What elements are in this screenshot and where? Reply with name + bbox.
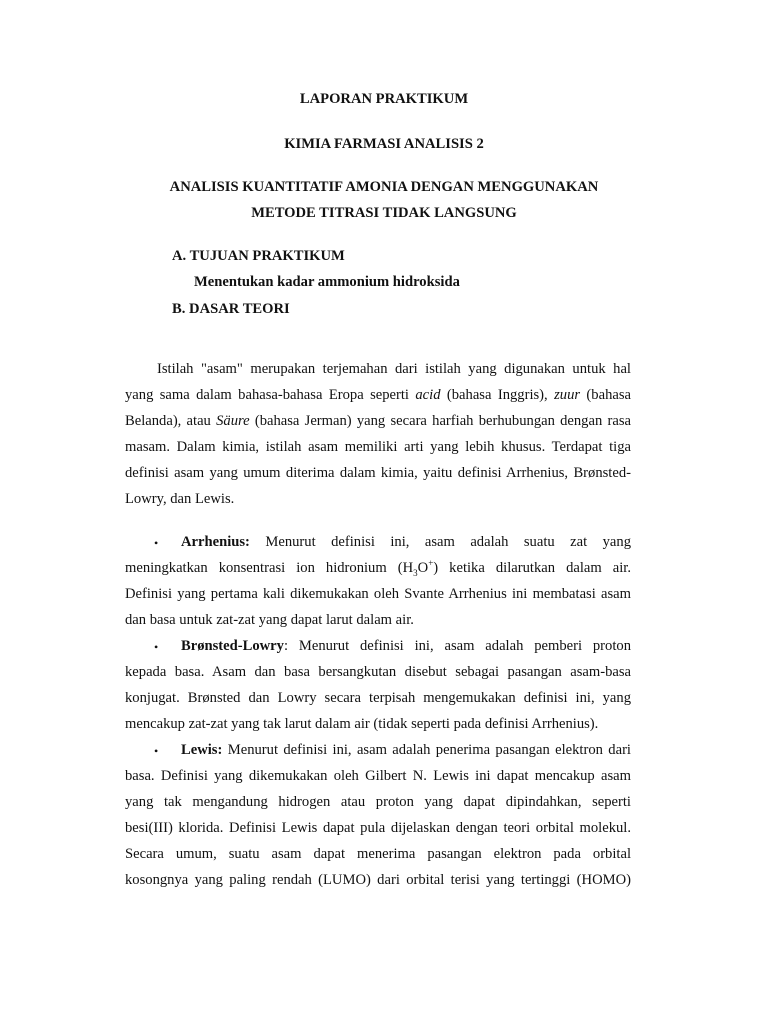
- arrhenius-line-3: Definisi yang pertama kali dikemukakan oleh Svante Arrhenius ini membatasi asam: [125, 586, 631, 602]
- intro-line-4: masam. Dalam kimia, istilah asam memiliki arti yang lebih khusus. Terdapat tiga: [125, 439, 631, 455]
- bullet-lewis: •: [154, 744, 159, 758]
- intro-line-2: yang sama dalam bahasa-bahasa Eropa seperti acid (bahasa Inggris), zuur (bahasa: [125, 387, 631, 403]
- bronsted-line-2: kepada basa. Asam dan basa bersangkutan disebut sebagai pasangan asam-basa: [125, 664, 631, 680]
- intro-line-6: Lowry, dan Lewis.: [125, 491, 235, 507]
- section-a-heading: A. TUJUAN PRAKTIKUM: [172, 248, 345, 264]
- section-a-body: Menentukan kadar ammonium hidroksida: [194, 274, 460, 290]
- lewis-line-1: Lewis: Menurut definisi ini, asam adalah penerima pasangan elektron dari: [181, 742, 631, 758]
- lewis-term: Lewis:: [181, 742, 223, 758]
- intro-line-1: Istilah "asam" merupakan terjemahan dari istilah yang digunakan untuk hal: [157, 361, 631, 377]
- bronsted-line-4: mencakup zat-zat yang tak larut dalam air (tidak seperti pada definisi Arrhenius).: [125, 716, 599, 732]
- italic-zuur: zuur: [554, 387, 581, 403]
- lewis-line-4: besi(III) klorida. Definisi Lewis dapat pula dijelaskan dengan teori orbital molekul.: [125, 820, 631, 836]
- lewis-line-5: Secara umum, suatu asam dapat menerima pasangan elektron pada orbital: [125, 846, 631, 862]
- section-b-heading: B. DASAR TEORI: [172, 301, 290, 317]
- subject-title-line1: ANALISIS KUANTITATIF AMONIA DENGAN MENGGUNAKAN: [169, 179, 599, 195]
- arrhenius-line-1: Arrhenius: Menurut definisi ini, asam adalah suatu zat yang: [181, 534, 631, 550]
- arrhenius-term: Arrhenius:: [181, 534, 250, 550]
- bronsted-term: Brønsted-Lowry: [181, 638, 284, 654]
- italic-saure: Säure: [216, 413, 250, 429]
- lewis-line-6: kosongnya yang paling rendah (LUMO) dari orbital terisi yang tertinggi (HOMO): [125, 872, 631, 888]
- arrhenius-line-2: meningkatkan konsentrasi ion hidronium $(H_3O^+)$ ketika dilarutkan dalam air.: [125, 558, 632, 578]
- subject-title-line2: METODE TITRASI TIDAK LANGSUNG: [251, 205, 517, 221]
- bronsted-line-3: konjugat. Brønsted dan Lowry secara terpisah mengemukakan definisi ini, yang: [125, 690, 631, 706]
- course-title: KIMIA FARMASI ANALISIS 2: [284, 136, 484, 152]
- lewis-line-3: yang tak mengandung hidrogen atau proton yang dapat dipindahkan, seperti: [125, 794, 631, 810]
- lewis-line-2: basa. Definisi yang dikemukakan oleh Gilbert N. Lewis ini dapat mencakup asam: [125, 768, 631, 784]
- bullet-bronsted: •: [154, 640, 159, 654]
- bullet-arrhenius: •: [154, 536, 159, 550]
- arrhenius-line-4: dan basa untuk zat-zat yang dapat larut dalam air.: [125, 612, 414, 628]
- intro-line-5: definisi asam yang umum diterima dalam kimia, yaitu definisi Arrhenius, Brønsted-: [125, 465, 631, 481]
- italic-acid: acid: [415, 387, 441, 403]
- intro-line-3: Belanda), atau Säure (bahasa Jerman) yang secara harfiah berhubungan dengan rasa: [125, 413, 631, 429]
- bronsted-line-1: Brønsted-Lowry: Menurut definisi ini, asam adalah pemberi proton: [181, 638, 631, 654]
- report-title: LAPORAN PRAKTIKUM: [299, 91, 469, 107]
